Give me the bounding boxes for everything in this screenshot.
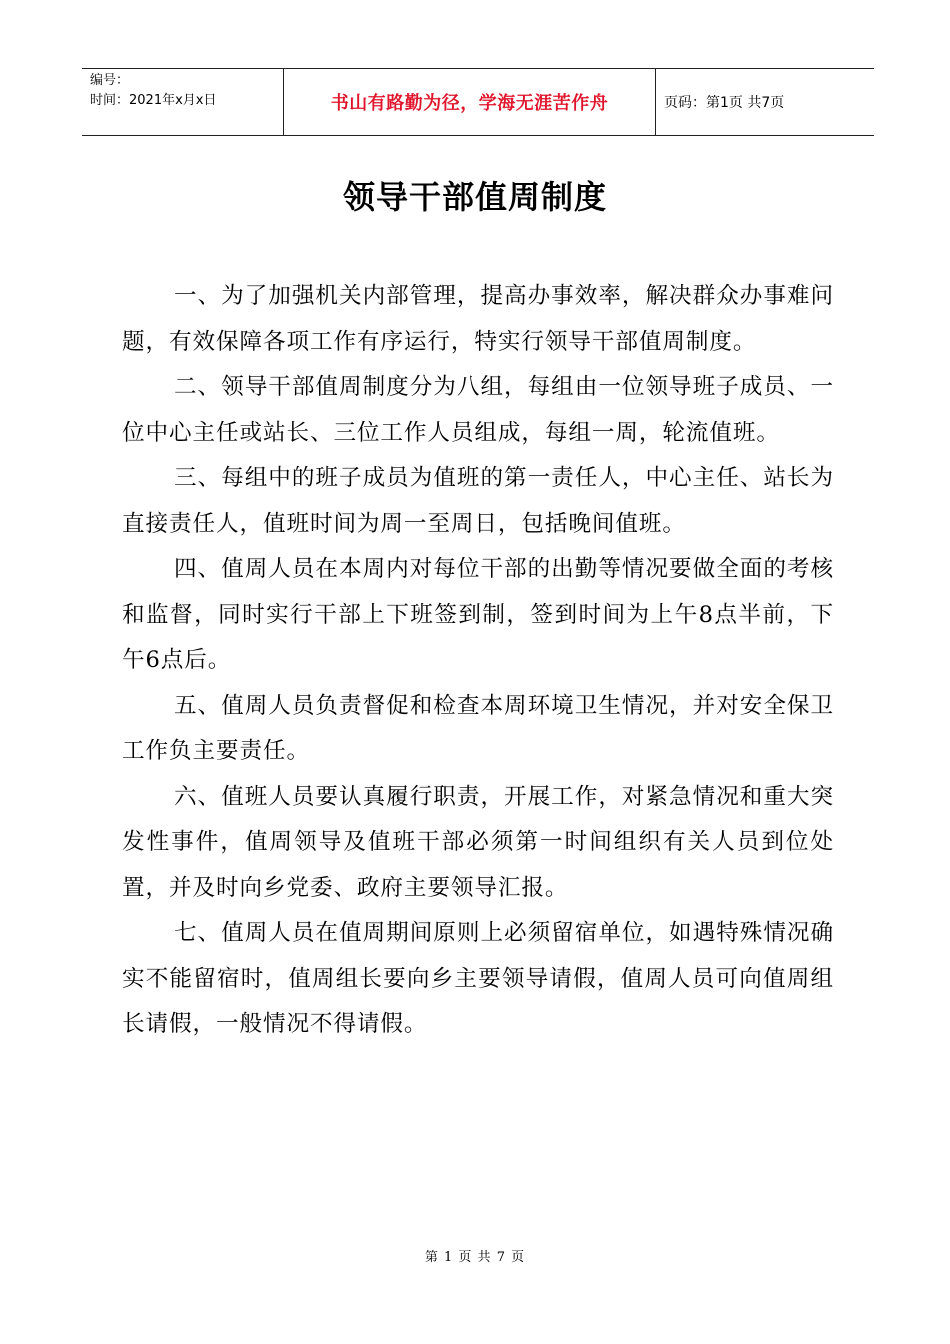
page-footer: 第 1 页 共 7 页 [424,1250,526,1265]
date-label: 时间：2021年x月x日 [90,93,217,108]
header-motto-cell [284,69,656,135]
paragraph: 二、领导干部值周制度分为八组，每组由一位领导班子成员、一位中心主任或站长、三位工作人员组成，每组一周，轮流值班。 [122,374,834,446]
number-label: 编号： [90,73,130,88]
motto-text: 书山有路勤为径，学海无涯苦作舟 [330,93,609,114]
paragraph: 一、为了加强机关内部管理，提高办事效率，解决群众办事难问题，有效保障各项工作有序运行，特实行领导干部值周制度。 [122,283,834,355]
paragraph: 六、值班人员要认真履行职责，开展工作，对紧急情况和重大突发性事件，值周领导及值班干部必须第一时间组织有关人员到位处置，并及时向乡党委、政府主要领导汇报。 [122,783,834,901]
header-meta-cell [82,69,284,135]
page-label: 页码：第1页 共7页 [664,95,785,111]
paragraph: 七、值周人员在值周期间原则上必须留宿单位，如遇特殊情况确实不能留宿时，值周组长要向乡主要领导请假，值周人员可向值周组长请假，一般情况不得请假。 [122,920,834,1037]
paragraph: 三、每组中的班子成员为值班的第一责任人，中心主任、站长为直接责任人，值班时间为周一至周日，包括晚间值班。 [122,465,834,537]
paragraph: 五、值周人员负责督促和检查本周环境卫生情况，并对安全保卫工作负主要责任。 [122,692,834,764]
header-page-cell [656,69,874,135]
document-body [122,274,834,1048]
document-header [82,68,874,136]
document-title: 领导干部值周制度 [342,178,607,216]
paragraph: 四、值周人员在本周内对每位干部的出勤等情况要做全面的考核和监督，同时实行干部上下班签到制，签到时间为上午8点半前，下午6点后。 [122,556,834,673]
